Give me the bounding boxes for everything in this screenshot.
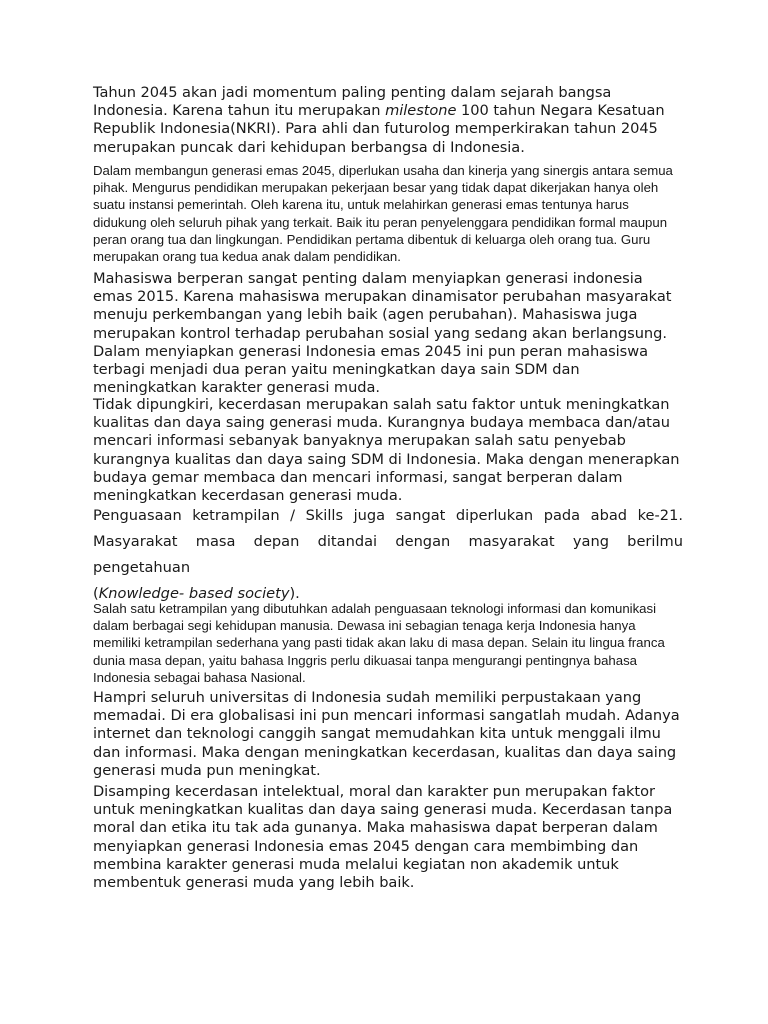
paragraph-3: Mahasiswa berperan sangat penting dalam menyiapkan generasi indonesia emas 2015. Karena mahasiswa merupakan dinamisator perubahan masyarakat menuju perkembangan yang lebih baik (agen perubahan). Mahasiswa juga merupakan kontrol terhadap perubahan sosial yang sedang akan berlangsung. Dalam menyiapkan generasi Indonesia emas 2045 ini pun peran mahasiswa terbagi menjadi dua peran yaitu meningkatkan daya sain SDM dan meningkatkan karakter generasi muda. bbox=[93, 270, 672, 397]
paragraph-5-close-paren: ). bbox=[289, 585, 300, 602]
paragraph-5-emphasis: Knowledge- based society bbox=[98, 585, 290, 602]
paragraph-1-text-a: Tahun 2045 akan jadi momentum paling penting dalam sejarah bangsa Indonesia. Karena tahun itu merupakan bbox=[93, 84, 612, 120]
paragraph-6: Salah satu ketrampilan yang dibutuhkan adalah penguasaan teknologi informasi dan komunikasi dalam berbagai segi kehidupan manusia. Dewasa ini sebagian tenaga kerja Indonesia hanya memiliki ketrampilan sederhana yang pasti tidak akan laku di masa depan. Selain itu lingua franca dunia masa depan, yaitu bahasa Inggris perlu dikuasai tanpa mengurangi pentingnya bahasa Indonesia sebagai bahasa Nasional. bbox=[93, 601, 665, 685]
paragraph-7: Hampri seluruh universitas di Indonesia sudah memiliki perpustakaan yang memadai. Di era globalisasi ini pun mencari informasi sangatlah mudah. Adanya internet dan teknologi canggih sangat memudahkan kita untuk menggali ilmu dan informasi. Maka dengan meningkatkan kecerdasan, kualitas dan daya saing generasi muda pun meningkat. bbox=[93, 689, 680, 779]
paragraph-1-emphasis: milestone bbox=[385, 102, 457, 120]
paragraph-2: Dalam membangun generasi emas 2045, diperlukan usaha dan kinerja yang sinergis antara semua pihak. Mengurus pendidikan merupakan pekerjaan besar yang tidak dapat dikerjakan hanya oleh suatu instansi pemerintah. Oleh karena itu, untuk melahirkan generasi emas tentunya harus didukung oleh seluruh pihak yang terkait. Baik itu peran penyelenggara pendidikan formal maupun peran orang tua dan lingkungan. Pendidikan pertama dibentuk di keluarga oleh orang tua. Guru merupakan orang tua kedua anak dalam pendidikan. bbox=[93, 163, 673, 265]
paragraph-5-line-1: Penguasaan ketrampilan / Skills juga sangat diperlukan pada abad ke-21. bbox=[93, 507, 683, 524]
paragraph-5-open-paren: ( bbox=[93, 585, 99, 602]
paragraph-1-text-b: 100 tahun Negara Kesatuan Republik Indonesia(NKRI). Para ahli dan futurolog memperkirakan tahun 2045 merupakan puncak dari kehidupan berbangsa di Indonesia. bbox=[93, 102, 665, 156]
paragraph-5 bbox=[93, 503, 683, 607]
paragraph-1 bbox=[93, 84, 683, 157]
paragraph-5-line-2: Masyarakat masa depan ditandai dengan masyarakat yang berilmu pengetahuan bbox=[93, 533, 683, 576]
paragraph-4: Tidak dipungkiri, kecerdasan merupakan salah satu faktor untuk meningkatkan kualitas dan daya saing generasi muda. Kurangnya budaya membaca dan/atau mencari informasi sebanyak banyaknya merupakan salah satu penyebab kurangnya kualitas dan daya saing SDM di Indonesia. Maka dengan menerapkan budaya gemar membaca dan mencari informasi, sangat berperan dalam meningkatkan kecerdasan generasi muda. bbox=[93, 396, 680, 505]
paragraph-8: Disamping kecerdasan intelektual, moral dan karakter pun merupakan faktor untuk meningkatkan kualitas dan daya saing generasi muda. Kecerdasan tanpa moral dan etika itu tak ada gunanya. Maka mahasiswa dapat berperan dalam menyiapkan generasi Indonesia emas 2045 dengan cara membimbing dan membina karakter generasi muda melalui kegiatan non akademik untuk membentuk generasi muda yang lebih baik. bbox=[93, 783, 673, 892]
